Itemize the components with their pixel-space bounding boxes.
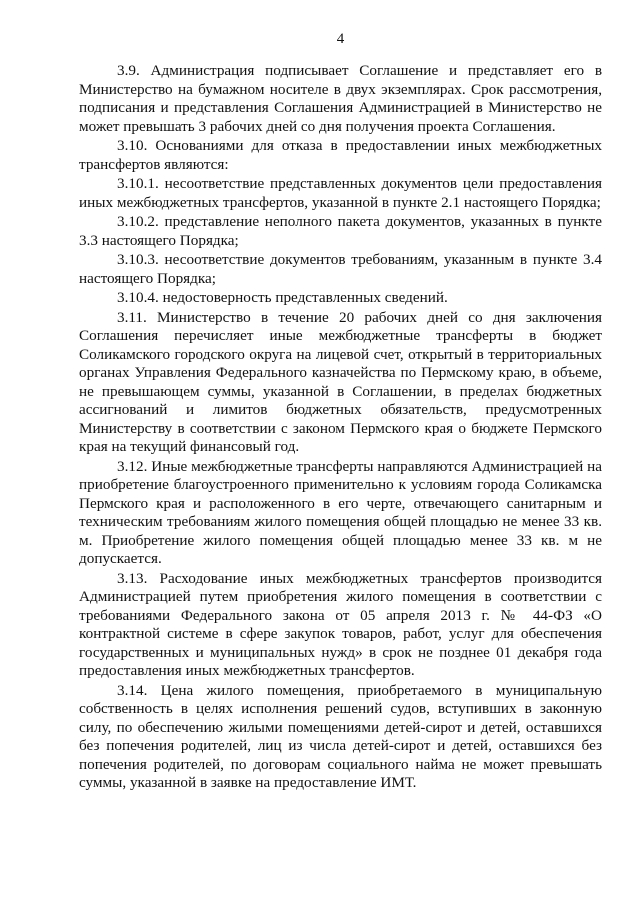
paragraph-3-11: 3.11. Министерство в течение 20 рабочих дней со дня заключения Соглашения перечисляет иные межбюджетные трансферты в бюджет Соликамского городского округа на лицевой счет, открытый в территориальных органах Управления Федерального казначейства по Пермскому краю, в объеме, не превышающем суммы, указанной в Соглашении, в пределах бюджетных ассигнований и лимитов бюджетных обязательств, предусмотренных Министерству в соответствии с законом Пермского края о бюджете Пермского края на текущий финансовый год. — [79, 308, 602, 455]
paragraph-3-10-3: 3.10.3. несоответствие документов требованиям, указанным в пункте 3.4 настоящего Порядка; — [79, 251, 602, 287]
paragraph-3-10: 3.10. Основаниями для отказа в предоставлении иных межбюджетных трансфертов являются: — [79, 137, 602, 173]
paragraph-3-10-1: 3.10.1. несоответствие представленных документов цели предоставления иных межбюджетных трансфертов, указанной в пункте 2.1 настоящего Порядка; — [79, 175, 602, 211]
paragraph-3-12: 3.12. Иные межбюджетные трансферты направляются Администрацией на приобретение благоустроенного применительно к условиям города Соликамска Пермского края и расположенного в его черте, отвечающего санитарным и техническим требованиям жилого помещения общей площадью не менее 33 кв. м. Приобретение жилого помещения общей площадью менее 33 кв. м не допускается. — [79, 457, 602, 567]
paragraph-3-10-2: 3.10.2. представление неполного пакета документов, указанных в пункте 3.3 настоящего Порядка; — [79, 213, 602, 249]
paragraph-3-9: 3.9. Администрация подписывает Соглашение и представляет его в Министерство на бумажном носителе в двух экземплярах. Срок рассмотрения, подписания и представления Соглашения Администрацией в Министерство не может превышать 3 рабочих дней со дня получения проекта Соглашения. — [79, 62, 602, 135]
paragraph-3-10-4: 3.10.4. недостоверность представленных сведений. — [117, 289, 448, 306]
paragraph-3-14: 3.14. Цена жилого помещения, приобретаемого в муниципальную собственность в целях исполнения решений судов, вступивших в законную силу, по обеспечению жилыми помещениями детей-сирот и детей, оставшихся без попечения родителей, лиц из числа детей-сирот и детей, оставшихся без попечения родителей, по договорам социального найма не может превышать суммы, указанной в заявке на предоставление ИМТ. — [79, 681, 602, 791]
paragraph-3-13: 3.13. Расходование иных межбюджетных трансфертов производится Администрацией путем приобретения жилого помещения в соответствии с требованиями Федерального закона от 05 апреля 2013 г. № 44-ФЗ «О контрактной системе в сфере закупок товаров, работ, услуг для обеспечения государственных и муниципальных нужд» в срок не позднее 01 декабря года предоставления иных межбюджетных трансфертов. — [79, 569, 602, 679]
page-number: 4 — [336, 31, 345, 47]
